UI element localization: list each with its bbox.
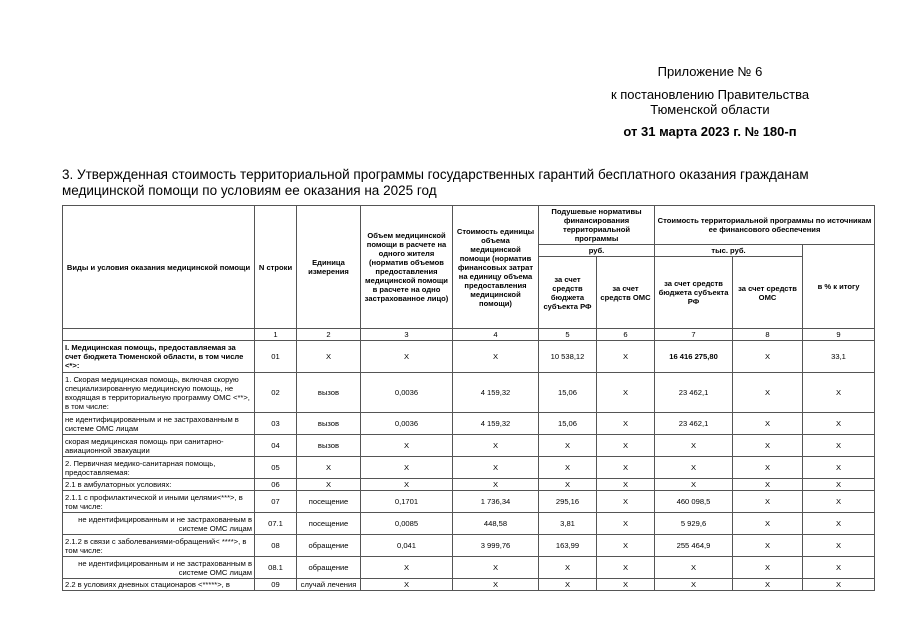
- row-volume: 0,0036: [361, 413, 453, 435]
- row-unit: вызов: [297, 435, 361, 457]
- row-total-budget: 23 462,1: [655, 413, 733, 435]
- row-name: 2.1.1 с профилактической и иными целями<***>, в том числе:: [63, 491, 255, 513]
- header-row-number: N строки: [255, 206, 297, 329]
- row-total-oms: Х: [733, 457, 803, 479]
- header-thous-rub: тыс. руб.: [655, 245, 803, 257]
- row-number: 07: [255, 491, 297, 513]
- row-total-budget: Х: [655, 579, 733, 591]
- row-name: не идентифицированным и не застрахованным в системе ОМС лицам: [63, 513, 255, 535]
- row-volume: 0,041: [361, 535, 453, 557]
- row-pc-budget: Х: [539, 557, 597, 579]
- header-types: Виды и условия оказания медицинской помощи: [63, 206, 255, 329]
- row-name: не идентифицированным и не застрахованным в системе ОМС лицам: [63, 557, 255, 579]
- row-pc-budget: 15,06: [539, 413, 597, 435]
- row-pc-oms: Х: [597, 373, 655, 413]
- row-total-oms: Х: [733, 491, 803, 513]
- row-total-budget: 255 464,9: [655, 535, 733, 557]
- row-pc-budget: 163,99: [539, 535, 597, 557]
- document-title: 3. Утвержденная стоимость территориальной программы государственных гарантий бесплатного оказания гражданам медицинской помощи по условиям ее оказания на 2025 год: [62, 167, 809, 198]
- row-cost: Х: [453, 457, 539, 479]
- appendix-number: Приложение № 6: [657, 64, 763, 79]
- row-volume: Х: [361, 435, 453, 457]
- column-numbers-row: [63, 329, 875, 341]
- row-number: 08: [255, 535, 297, 557]
- row-number: 01: [255, 341, 297, 373]
- row-total-oms: Х: [733, 373, 803, 413]
- row-total-oms: Х: [733, 413, 803, 435]
- row-pc-oms: Х: [597, 435, 655, 457]
- row-unit: случай лечения: [297, 579, 361, 591]
- row-pc-budget: 15,06: [539, 373, 597, 413]
- col-number: 1: [255, 329, 297, 341]
- row-number: 09: [255, 579, 297, 591]
- col-number: 3: [361, 329, 453, 341]
- table-row: [63, 579, 875, 591]
- row-unit: Х: [297, 457, 361, 479]
- row-total-budget: 23 462,1: [655, 373, 733, 413]
- row-total-oms: Х: [733, 557, 803, 579]
- table-row: [63, 413, 875, 435]
- row-number: 07.1: [255, 513, 297, 535]
- row-total-oms: Х: [733, 341, 803, 373]
- row-pc-oms: Х: [597, 557, 655, 579]
- col-number: 9: [803, 329, 875, 341]
- col-number: 2: [297, 329, 361, 341]
- row-name: 2.1.2 в связи с заболеваниями-обращений< ****>, в том числе:: [63, 535, 255, 557]
- col-number: 6: [597, 329, 655, 341]
- row-total-oms: Х: [733, 535, 803, 557]
- row-pc-oms: Х: [597, 479, 655, 491]
- row-pc-budget: Х: [539, 435, 597, 457]
- header-volume: Объем медицинской помощи в расчете на одного жителя (норматив объемов предоставления медицинской помощи в расчете на одно застрахованное лицо): [361, 206, 453, 329]
- row-pc-oms: Х: [597, 535, 655, 557]
- row-cost: 4 159,32: [453, 413, 539, 435]
- table-row: [63, 557, 875, 579]
- row-number: 02: [255, 373, 297, 413]
- row-volume: 0,1701: [361, 491, 453, 513]
- row-percent: Х: [803, 413, 875, 435]
- row-number: 03: [255, 413, 297, 435]
- row-volume: Х: [361, 457, 453, 479]
- row-pc-budget: 10 538,12: [539, 341, 597, 373]
- row-pc-oms: Х: [597, 491, 655, 513]
- row-number: 05: [255, 457, 297, 479]
- row-total-budget: 5 929,6: [655, 513, 733, 535]
- row-percent: Х: [803, 373, 875, 413]
- row-pc-oms: Х: [597, 457, 655, 479]
- appendix-region: Тюменской области: [650, 102, 770, 117]
- cost-table: [62, 205, 875, 591]
- header-percent: в % к итогу: [803, 245, 875, 329]
- row-percent: Х: [803, 513, 875, 535]
- row-unit: посещение: [297, 513, 361, 535]
- row-total-budget: Х: [655, 479, 733, 491]
- col-number: 4: [453, 329, 539, 341]
- row-total-budget: 460 098,5: [655, 491, 733, 513]
- table-row: [63, 373, 875, 413]
- row-pc-budget: 295,16: [539, 491, 597, 513]
- row-unit: обращение: [297, 535, 361, 557]
- row-cost: Х: [453, 479, 539, 491]
- row-total-oms: Х: [733, 435, 803, 457]
- row-total-oms: Х: [733, 579, 803, 591]
- row-total-budget: Х: [655, 435, 733, 457]
- row-name: не идентифицированным и не застрахованным в системе ОМС лицам: [63, 413, 255, 435]
- row-total-budget: Х: [655, 457, 733, 479]
- row-pc-budget: Х: [539, 479, 597, 491]
- row-percent: Х: [803, 579, 875, 591]
- row-unit: Х: [297, 479, 361, 491]
- row-volume: Х: [361, 479, 453, 491]
- row-cost: Х: [453, 557, 539, 579]
- row-unit: вызов: [297, 373, 361, 413]
- table-row: [63, 435, 875, 457]
- row-unit: вызов: [297, 413, 361, 435]
- row-total-oms: Х: [733, 479, 803, 491]
- row-name: I. Медицинская помощь, предоставляемая за счет бюджета Тюменской области, в том числе <*>:: [63, 341, 255, 373]
- row-pc-budget: Х: [539, 457, 597, 479]
- row-cost: Х: [453, 579, 539, 591]
- row-total-budget: Х: [655, 557, 733, 579]
- row-pc-oms: Х: [597, 513, 655, 535]
- row-unit: Х: [297, 341, 361, 373]
- header-unit: Единица измерения: [297, 206, 361, 329]
- header-total-cost: Стоимость территориальной программы по источникам ее финансового обеспечения: [655, 206, 875, 245]
- row-volume: Х: [361, 557, 453, 579]
- row-unit: посещение: [297, 491, 361, 513]
- row-cost: Х: [453, 341, 539, 373]
- table-row: [63, 513, 875, 535]
- row-percent: Х: [803, 457, 875, 479]
- row-volume: 0,0085: [361, 513, 453, 535]
- row-cost: 3 999,76: [453, 535, 539, 557]
- col-number: 5: [539, 329, 597, 341]
- col-number: 7: [655, 329, 733, 341]
- row-name: 2.1 в амбулаторных условиях:: [63, 479, 255, 491]
- row-percent: Х: [803, 557, 875, 579]
- table-row: [63, 457, 875, 479]
- row-pc-oms: Х: [597, 579, 655, 591]
- row-volume: Х: [361, 579, 453, 591]
- row-name: 2.2 в условиях дневных стационаров <*****>, в: [63, 579, 255, 591]
- row-percent: Х: [803, 491, 875, 513]
- col-number: 8: [733, 329, 803, 341]
- header-t-oms: за счет средств ОМС: [733, 257, 803, 329]
- table-row: [63, 479, 875, 491]
- row-name: скорая медицинская помощь при санитарно-авиационной эвакуации: [63, 435, 255, 457]
- row-name: 1. Скорая медицинская помощь, включая скорую специализированную медицинскую помощь, не входящая в территориальную программу ОМС <**>, в том числе:: [63, 373, 255, 413]
- header-unit-cost: Стоимость единицы объема медицинской помощи (норматив финансовых затрат на единицу объема предоставления медицинской помощи): [453, 206, 539, 329]
- table-row: [63, 341, 875, 373]
- header-pc-oms: за счет средств ОМС: [597, 257, 655, 329]
- row-pc-budget: Х: [539, 579, 597, 591]
- header-rub: руб.: [539, 245, 655, 257]
- header-pc-budget: за счет средств бюджета субъекта РФ: [539, 257, 597, 329]
- table-row: [63, 491, 875, 513]
- row-cost: 4 159,32: [453, 373, 539, 413]
- header-per-capita: Подушевые нормативы финансирования территориальной программы: [539, 206, 655, 245]
- row-number: 06: [255, 479, 297, 491]
- row-percent: Х: [803, 535, 875, 557]
- appendix-resolution: к постановлению Правительства: [610, 87, 810, 102]
- row-number: 08.1: [255, 557, 297, 579]
- row-name: 2. Первичная медико-санитарная помощь, предоставляемая:: [63, 457, 255, 479]
- row-pc-oms: Х: [597, 341, 655, 373]
- row-cost: Х: [453, 435, 539, 457]
- row-percent: Х: [803, 435, 875, 457]
- row-pc-budget: 3,81: [539, 513, 597, 535]
- row-cost: 1 736,34: [453, 491, 539, 513]
- row-percent: 33,1: [803, 341, 875, 373]
- row-volume: 0,0036: [361, 373, 453, 413]
- row-total-oms: Х: [733, 513, 803, 535]
- row-pc-oms: Х: [597, 413, 655, 435]
- appendix-date: от 31 марта 2023 г. № 180-п: [623, 124, 797, 139]
- row-unit: обращение: [297, 557, 361, 579]
- row-number: 04: [255, 435, 297, 457]
- row-volume: Х: [361, 341, 453, 373]
- row-total-budget: 16 416 275,80: [655, 341, 733, 373]
- row-cost: 448,58: [453, 513, 539, 535]
- row-percent: Х: [803, 479, 875, 491]
- header-t-budget: за счет средств бюджета субъекта РФ: [655, 257, 733, 329]
- table-row: [63, 535, 875, 557]
